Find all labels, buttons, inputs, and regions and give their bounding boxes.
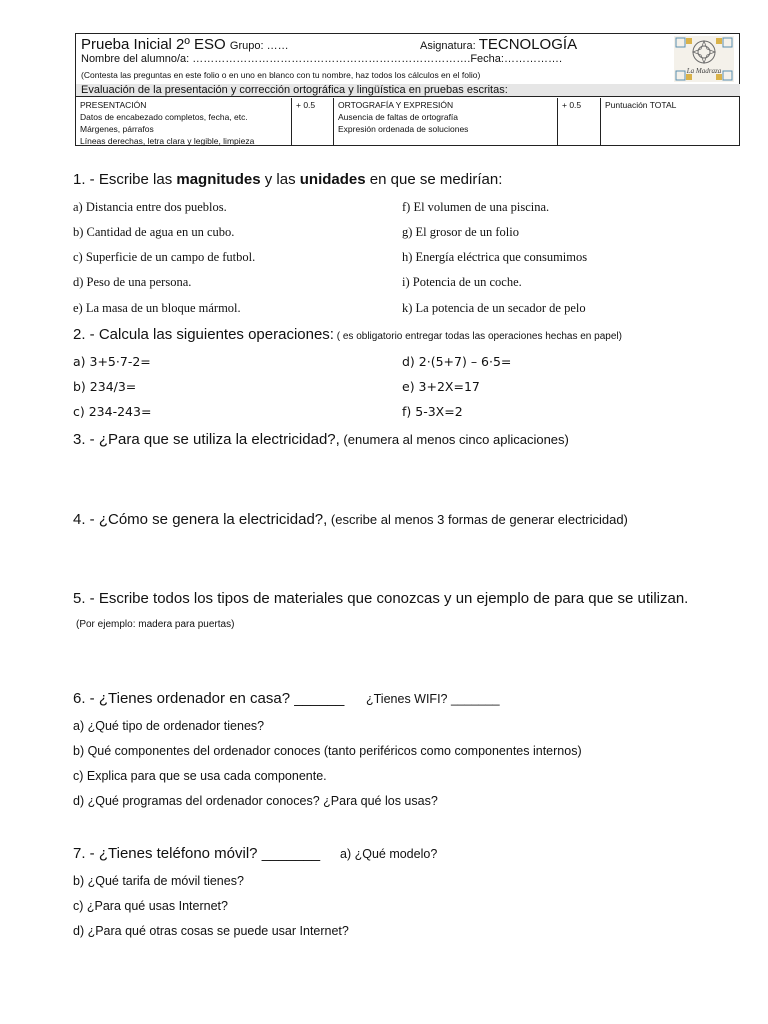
exam-header [75, 33, 740, 146]
q6-heading: 6. - ¿Tienes ordenador en casa? ______ [73, 690, 345, 707]
evaluation-grid [76, 98, 740, 146]
q1-item: b) Cantidad de agua en un cubo. [73, 225, 235, 239]
grupo-field: Grupo: …… [229, 40, 289, 52]
school-logo [674, 36, 734, 82]
q1-item: c) Superficie de un campo de futbol. [73, 250, 256, 264]
q2-operation: e) 3+2X=17 [402, 379, 480, 394]
q6-item: a) ¿Qué tipo de ordenador tienes? [73, 719, 265, 733]
q7-item: c) ¿Para qué usas Internet? [73, 899, 228, 913]
q1-item: h) Energía eléctrica que consumimos [402, 250, 588, 264]
presentation-points: + 0.5 [292, 98, 334, 146]
q1-item: e) La masa de un bloque mármol. [73, 301, 241, 315]
q2-operation: c) 234-243= [73, 404, 152, 419]
q2-note: ( es obligatorio entregar todas las operaciones hechas en papel) [333, 331, 622, 342]
exam-title-line [81, 36, 289, 53]
q1-item: d) Peso de una persona. [73, 275, 192, 289]
q2-operation: f) 5-3X=2 [402, 404, 463, 419]
presentation-item: Datos de encabezado completos, fecha, etc. [80, 112, 248, 122]
q3-note: (enumera al menos cinco aplicaciones) [339, 432, 569, 447]
q6-item: c) Explica para que se usa cada componente. [73, 769, 327, 783]
q2-heading [73, 326, 622, 343]
q1-item: f) El volumen de una piscina. [402, 200, 550, 214]
q2-operation: b) 234/3= [73, 379, 137, 394]
asignatura-value: TECNOLOGÍA [478, 36, 578, 53]
q3-heading [73, 431, 569, 448]
q1-bold-unidades: unidades [299, 171, 366, 188]
spelling-item: Expresión ordenada de soluciones [338, 124, 469, 134]
header-top [76, 34, 740, 85]
presentation-item: Líneas derechas, letra clara y legible, limpieza [80, 136, 255, 146]
q1-suffix: en que se medirían: [365, 171, 503, 188]
q1-bold-magnitudes: magnitudes [176, 171, 261, 188]
q5-heading: 5. - Escribe todos los tipos de materiales que conozcas y un ejemplo de para que se utilizan. [73, 590, 689, 607]
spelling-points: + 0.5 [558, 98, 601, 146]
q2-title: 2. - Calcula las siguientes operaciones: [73, 326, 334, 343]
spelling-item: Ausencia de faltas de ortografía [338, 112, 459, 122]
q1-item: k) La potencia de un secador de pelo [402, 301, 586, 315]
presentation-item: Márgenes, párrafos [80, 124, 154, 134]
exam-title: Prueba Inicial 2º ESO [81, 36, 226, 53]
evaluation-row: Evaluación de la presentación y corrección ortográfica y lingüística en pruebas escritas: [76, 84, 740, 97]
q1-item: i) Potencia de un coche. [402, 275, 522, 289]
asignatura-line [420, 36, 577, 53]
spelling-cell [334, 98, 558, 146]
q1-heading [73, 171, 502, 188]
q6-wifi: ¿Tienes WIFI? _______ [366, 692, 500, 706]
q7-model: a) ¿Qué modelo? [340, 847, 438, 861]
q4-heading [73, 511, 628, 528]
q6-item: d) ¿Qué programas del ordenador conoces? ¿Para qué los usas? [73, 794, 438, 808]
asignatura-label: Asignatura: [420, 40, 476, 52]
q7-item: d) ¿Para qué otras cosas se puede usar Internet? [73, 924, 349, 938]
presentation-title: PRESENTACIÓN [80, 100, 147, 110]
q2-operation: a) 3+5·7-2= [73, 354, 151, 369]
q1-item: a) Distancia entre dos pueblos. [73, 200, 227, 214]
q7-item: b) ¿Qué tarifa de móvil tienes? [73, 874, 244, 888]
q1-prefix: 1. - Escribe las [73, 171, 177, 188]
q3-title: 3. - ¿Para que se utiliza la electricidad?, [73, 431, 340, 448]
total-score-cell: Puntuación TOTAL [605, 100, 677, 110]
q6-item: b) Qué componentes del ordenador conoces (tanto periféricos como componentes internos) [73, 744, 582, 758]
presentation-cell [76, 98, 292, 146]
alumno-fecha-line: Nombre del alumno/a: ………………………………………………………………….Fecha:……………. [81, 53, 563, 65]
q4-note: (escribe al menos 3 formas de generar electricidad) [327, 512, 628, 527]
q1-mid: y las [260, 171, 300, 188]
q4-title: 4. - ¿Cómo se genera la electricidad?, [73, 511, 328, 528]
logo-text: La Madraza [686, 67, 722, 75]
q1-item: g) El grosor de un folio [402, 225, 519, 239]
q7-heading: 7. - ¿Tienes teléfono móvil? _______ [73, 845, 321, 862]
spelling-title: ORTOGRAFÍA Y EXPRESIÓN [338, 100, 454, 110]
q2-operation: d) 2·(5+7) – 6·5= [402, 354, 512, 369]
q5-example: (Por ejemplo: madera para puertas) [76, 619, 235, 630]
instructions: (Contesta las preguntas en este folio o en uno en blanco con tu nombre, haz todos los cálculos en el folio) [81, 70, 481, 80]
